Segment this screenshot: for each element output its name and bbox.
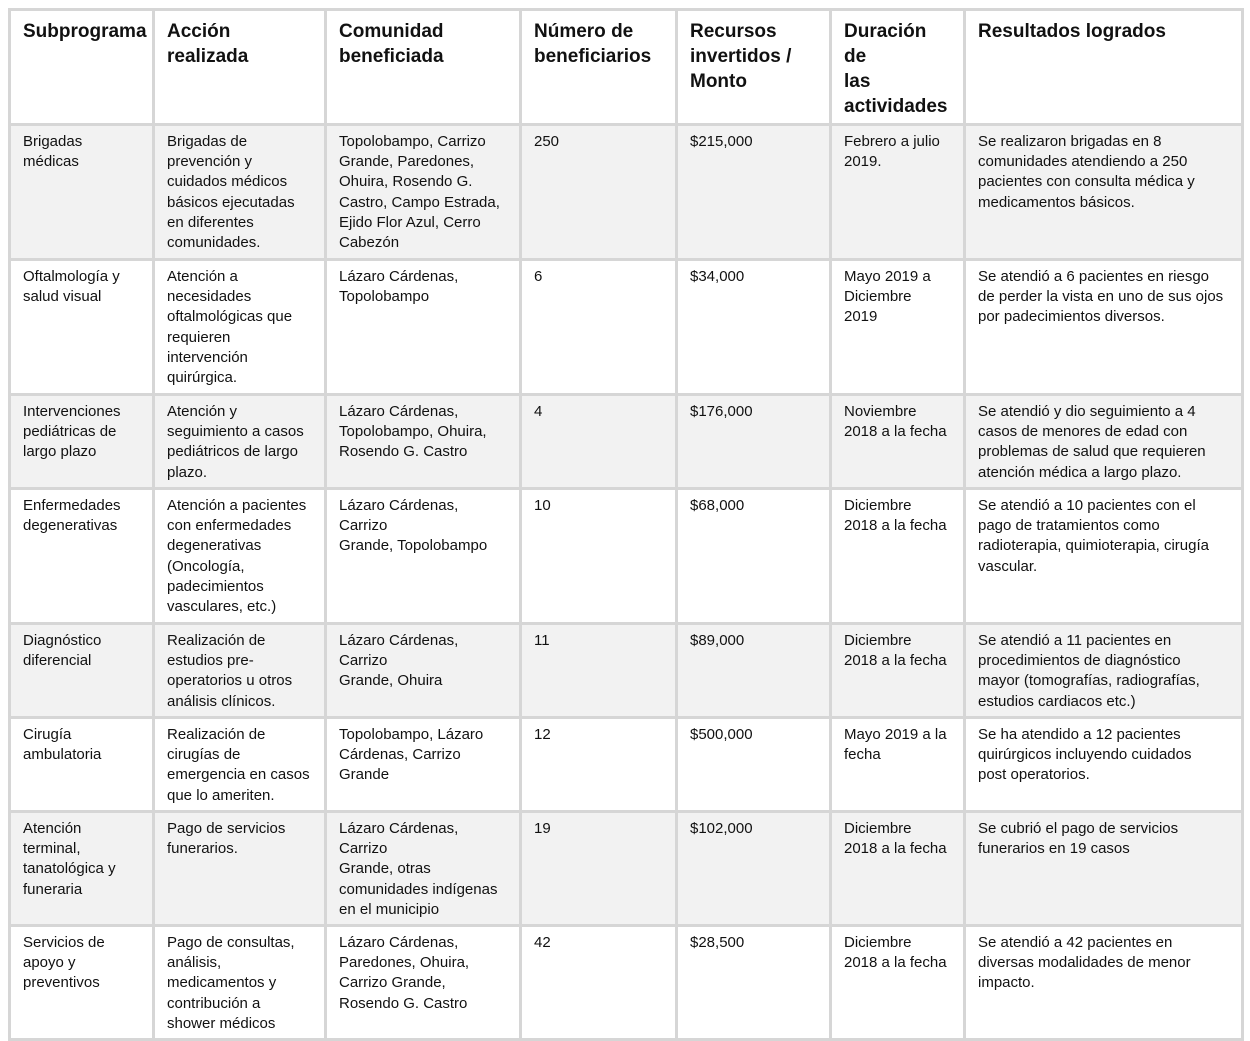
cell-beneficiarios: 10: [521, 489, 677, 624]
cell-recursos: $89,000: [677, 624, 831, 718]
cell-subprograma: Enfermedades degenerativas: [10, 489, 154, 624]
cell-comunidad: Topolobampo, Lázaro Cárdenas, Carrizo Grande: [326, 718, 521, 812]
cell-resultados: Se ha atendido a 12 pacientes quirúrgicos incluyendo cuidados post operatorios.: [965, 718, 1243, 812]
cell-comunidad: Lázaro Cárdenas, Carrizo Grande, otras comunidades indígenas en el municipio: [326, 812, 521, 926]
programs-table: [8, 8, 1244, 1041]
cell-comunidad: Lázaro Cárdenas, Paredones, Ohuira, Carrizo Grande, Rosendo G. Castro: [326, 926, 521, 1040]
cell-beneficiarios: 12: [521, 718, 677, 812]
header-resultados: Resultados logrados: [965, 10, 1243, 125]
cell-beneficiarios: 11: [521, 624, 677, 718]
table-row: [10, 718, 1243, 812]
cell-comunidad: Lázaro Cárdenas, Topolobampo, Ohuira, Rosendo G. Castro: [326, 395, 521, 489]
cell-comunidad: Lázaro Cárdenas, Topolobampo: [326, 260, 521, 395]
cell-subprograma: Brigadas médicas: [10, 125, 154, 260]
cell-recursos: $500,000: [677, 718, 831, 812]
header-subprograma: Subprograma: [10, 10, 154, 125]
table-row: [10, 260, 1243, 395]
cell-beneficiarios: 6: [521, 260, 677, 395]
cell-resultados: Se cubrió el pago de servicios funerarios en 19 casos: [965, 812, 1243, 926]
cell-duracion: Diciembre 2018 a la fecha: [831, 926, 965, 1040]
cell-subprograma: Intervenciones pediátricas de largo plazo: [10, 395, 154, 489]
cell-resultados: Se atendió a 11 pacientes en procedimientos de diagnóstico mayor (tomografías, radiografías, estudios cardiacos etc.): [965, 624, 1243, 718]
cell-accion: Pago de consultas, análisis, medicamentos y contribución a shower médicos: [154, 926, 326, 1040]
cell-recursos: $215,000: [677, 125, 831, 260]
table-row: [10, 812, 1243, 926]
cell-resultados: Se atendió a 42 pacientes en diversas modalidades de menor impacto.: [965, 926, 1243, 1040]
header-recursos: Recursos invertidos / Monto: [677, 10, 831, 125]
cell-recursos: $34,000: [677, 260, 831, 395]
cell-accion: Realización de cirugías de emergencia en casos que lo ameriten.: [154, 718, 326, 812]
cell-subprograma: Cirugía ambulatoria: [10, 718, 154, 812]
cell-accion: Atención a necesidades oftalmológicas que requieren intervención quirúrgica.: [154, 260, 326, 395]
cell-accion: Brigadas de prevención y cuidados médicos básicos ejecutadas en diferentes comunidades.: [154, 125, 326, 260]
cell-accion: Atención a pacientes con enfermedades degenerativas (Oncología, padecimientos vasculares, etc.): [154, 489, 326, 624]
header-duracion: Duración de las actividades: [831, 10, 965, 125]
cell-subprograma: Oftalmología y salud visual: [10, 260, 154, 395]
cell-accion: Realización de estudios pre- operatorios u otros análisis clínicos.: [154, 624, 326, 718]
table-row: [10, 926, 1243, 1040]
header-row: [10, 10, 1243, 125]
cell-subprograma: Atención terminal, tanatológica y funeraria: [10, 812, 154, 926]
table-row: [10, 624, 1243, 718]
cell-beneficiarios: 42: [521, 926, 677, 1040]
header-comunidad: Comunidad beneficiada: [326, 10, 521, 125]
cell-beneficiarios: 4: [521, 395, 677, 489]
cell-duracion: Diciembre 2018 a la fecha: [831, 812, 965, 926]
cell-recursos: $68,000: [677, 489, 831, 624]
cell-duracion: Mayo 2019 a la fecha: [831, 718, 965, 812]
cell-recursos: $28,500: [677, 926, 831, 1040]
header-accion: Acción realizada: [154, 10, 326, 125]
cell-accion: Pago de servicios funerarios.: [154, 812, 326, 926]
cell-comunidad: Lázaro Cárdenas, Carrizo Grande, Topolobampo: [326, 489, 521, 624]
cell-duracion: Mayo 2019 a Diciembre 2019: [831, 260, 965, 395]
cell-resultados: Se atendió a 6 pacientes en riesgo de perder la vista en uno de sus ojos por padecimientos diversos.: [965, 260, 1243, 395]
cell-duracion: Diciembre 2018 a la fecha: [831, 489, 965, 624]
cell-accion: Atención y seguimiento a casos pediátricos de largo plazo.: [154, 395, 326, 489]
table-row: [10, 489, 1243, 624]
cell-recursos: $176,000: [677, 395, 831, 489]
table-row: [10, 395, 1243, 489]
cell-resultados: Se atendió y dio seguimiento a 4 casos de menores de edad con problemas de salud que requieren atención médica a largo plazo.: [965, 395, 1243, 489]
cell-comunidad: Topolobampo, Carrizo Grande, Paredones, Ohuira, Rosendo G. Castro, Campo Estrada, Ejido Flor Azul, Cerro Cabezón: [326, 125, 521, 260]
cell-duracion: Noviembre 2018 a la fecha: [831, 395, 965, 489]
cell-recursos: $102,000: [677, 812, 831, 926]
cell-resultados: Se realizaron brigadas en 8 comunidades atendiendo a 250 pacientes con consulta médica y medicamentos básicos.: [965, 125, 1243, 260]
cell-duracion: Diciembre 2018 a la fecha: [831, 624, 965, 718]
cell-beneficiarios: 250: [521, 125, 677, 260]
cell-beneficiarios: 19: [521, 812, 677, 926]
cell-comunidad: Lázaro Cárdenas, Carrizo Grande, Ohuira: [326, 624, 521, 718]
cell-resultados: Se atendió a 10 pacientes con el pago de tratamientos como radioterapia, quimioterapia, cirugía vascular.: [965, 489, 1243, 624]
cell-subprograma: Servicios de apoyo y preventivos: [10, 926, 154, 1040]
cell-subprograma: Diagnóstico diferencial: [10, 624, 154, 718]
cell-duracion: Febrero a julio 2019.: [831, 125, 965, 260]
table-row: [10, 125, 1243, 260]
header-beneficiarios: Número de beneficiarios: [521, 10, 677, 125]
